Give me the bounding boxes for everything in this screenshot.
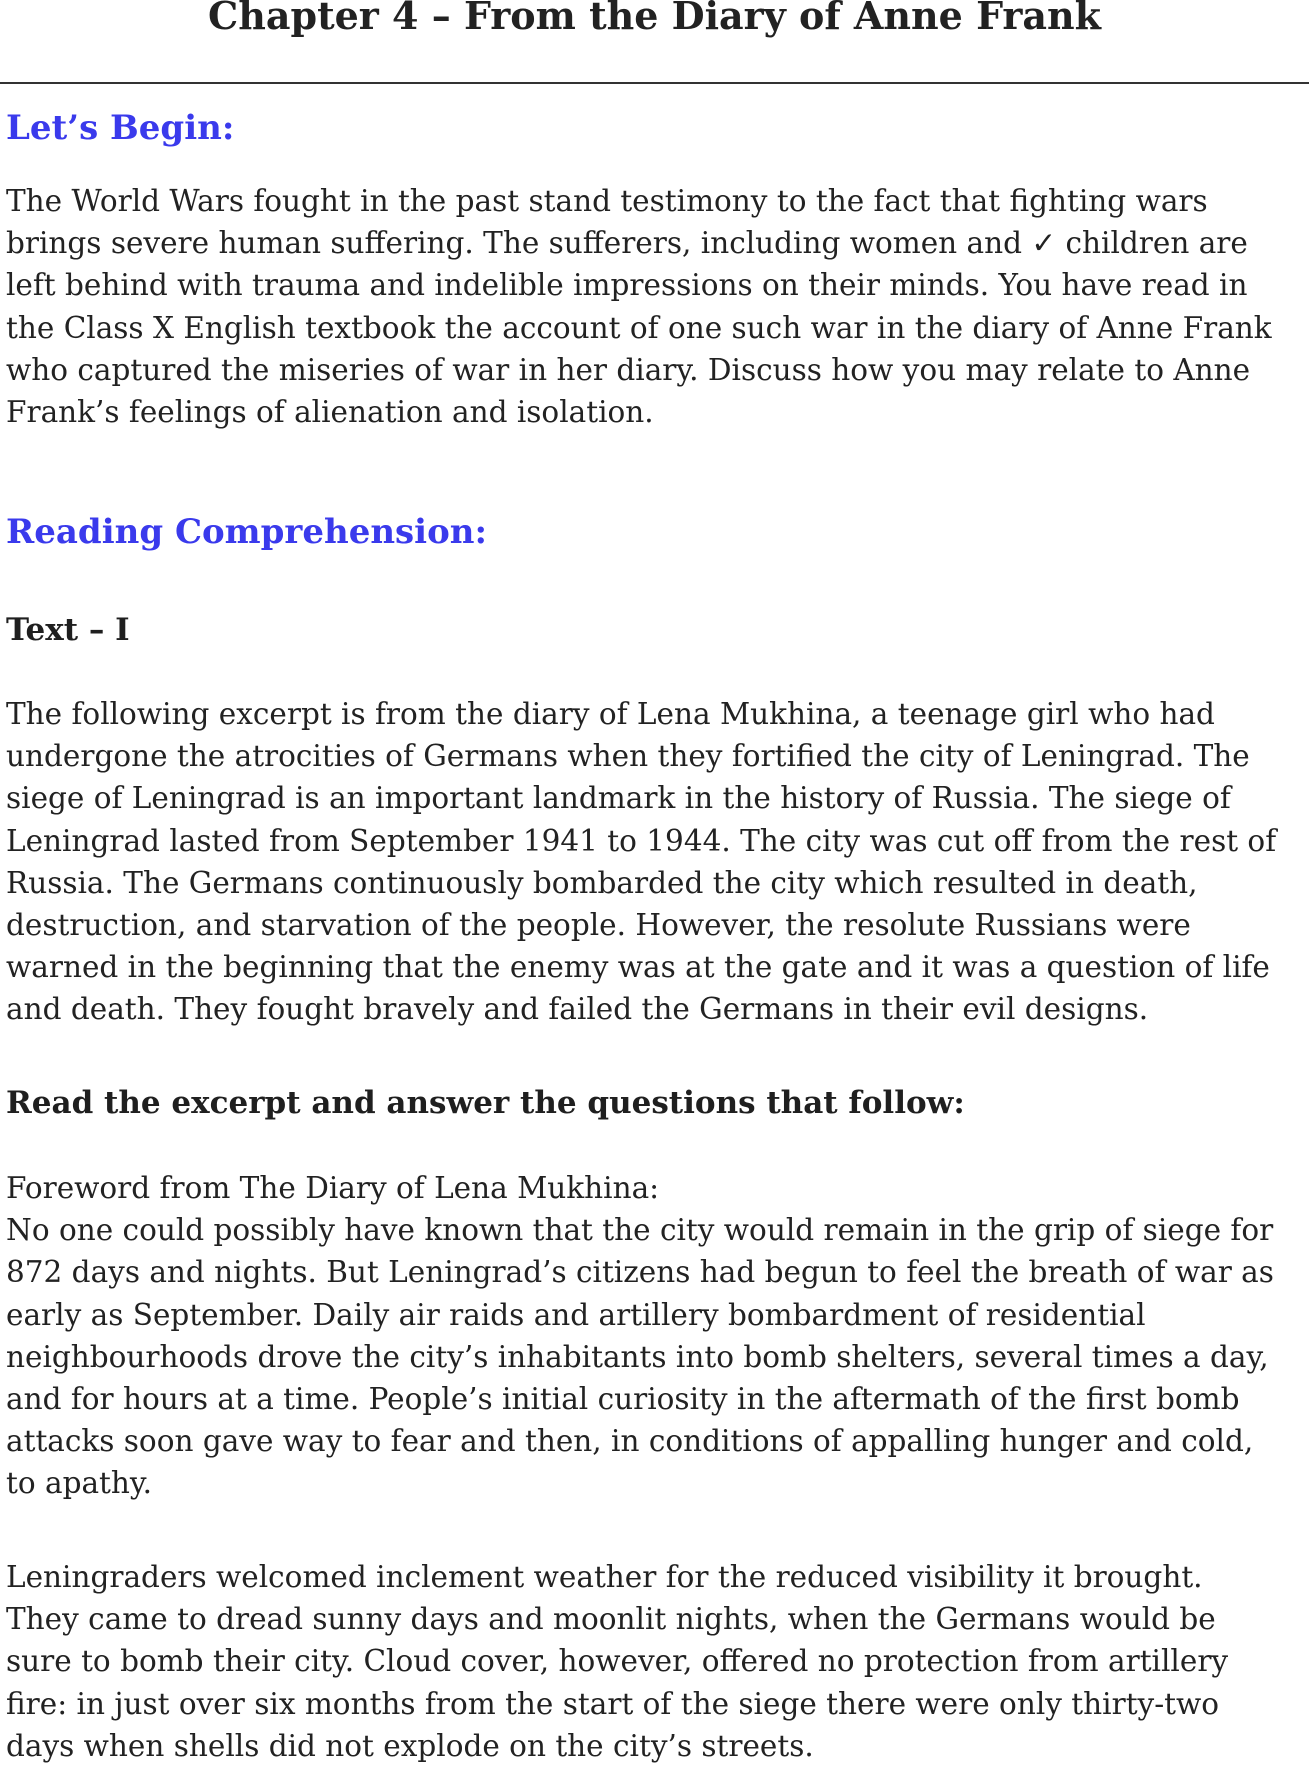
paragraph-line: sure to bomb their city. Cloud cover, however, offered no protection from artillery	[6, 1644, 1229, 1679]
text-label: Text – I	[6, 612, 130, 648]
paragraph-line: No one could possibly have known that the city would remain in the grip of siege for	[6, 1213, 1274, 1248]
instruction-heading: Read the excerpt and answer the questions that follow:	[6, 1085, 965, 1121]
paragraph-line: Russia. The Germans continuously bombarded the city which resulted in death,	[6, 865, 1198, 900]
paragraph-line: 872 days and nights. But Leningrad’s citizens had begun to feel the breath of war as	[6, 1255, 1274, 1290]
reading-comprehension-heading: Reading Comprehension:	[6, 512, 488, 552]
paragraph-line: Frank’s feelings of alienation and isolation.	[6, 395, 654, 430]
chapter-title: Chapter 4 – From the Diary of Anne Frank	[208, 0, 1101, 38]
paragraph-line: brings severe human suffering. The sufferers, including women and ✓ children are	[6, 226, 1248, 261]
paragraph-line: and for hours at a time. People’s initial curiosity in the aftermath of the first bomb	[6, 1382, 1240, 1417]
paragraph-line: They came to dread sunny days and moonlit nights, when the Germans would be	[6, 1602, 1216, 1637]
paragraph-line: and death. They fought bravely and failed the Germans in their evil designs.	[6, 992, 1149, 1027]
weather-paragraph	[6, 1556, 1302, 1767]
paragraph-line: Leningraders welcomed inclement weather for the reduced visibility it brought.	[6, 1560, 1203, 1594]
paragraph-line: fire: in just over six months from the start of the siege there were only thirty-two	[6, 1686, 1220, 1721]
paragraph-line: destruction, and starvation of the people. However, the resolute Russians were	[6, 908, 1191, 943]
foreword-paragraph	[6, 1167, 1302, 1505]
paragraph-line: to apathy.	[6, 1466, 153, 1501]
paragraph-line: early as September. Daily air raids and artillery bombardment of residential	[6, 1297, 1146, 1332]
paragraph-line: Leningrad lasted from September 1941 to 1944. The city was cut off from the rest of	[6, 823, 1277, 858]
paragraph-line: The following excerpt is from the diary of Lena Mukhina, a teenage girl who had	[6, 697, 1215, 731]
paragraph-line: siege of Leningrad is an important landmark in the history of Russia. The siege of	[6, 781, 1231, 816]
paragraph-line: undergone the atrocities of Germans when they fortified the city of Leningrad. The	[6, 739, 1250, 774]
lets-begin-paragraph	[6, 180, 1302, 433]
paragraph-line: the Class X English textbook the account of one such war in the diary of Anne Frank	[6, 310, 1272, 345]
paragraph-line: warned in the beginning that the enemy was at the gate and it was a question of life	[6, 950, 1270, 985]
intro-paragraph	[6, 693, 1302, 1031]
paragraph-line: The World Wars fought in the past stand testimony to the fact that fighting wars	[6, 184, 1208, 218]
paragraph-line: neighbourhoods drove the city’s inhabitants into bomb shelters, several times a day,	[6, 1339, 1269, 1374]
paragraph-line: Foreword from The Diary of Lena Mukhina:	[6, 1171, 660, 1205]
paragraph-line: attacks soon gave way to fear and then, in conditions of appalling hunger and cold,	[6, 1424, 1254, 1459]
lets-begin-heading: Let’s Begin:	[6, 108, 235, 148]
paragraph-line: days when shells did not explode on the city’s streets.	[6, 1728, 814, 1763]
paragraph-line: who captured the miseries of war in her diary. Discuss how you may relate to Anne	[6, 352, 1251, 387]
title-rule	[0, 82, 1309, 84]
paragraph-line: left behind with trauma and indelible impressions on their minds. You have read in	[6, 268, 1248, 303]
